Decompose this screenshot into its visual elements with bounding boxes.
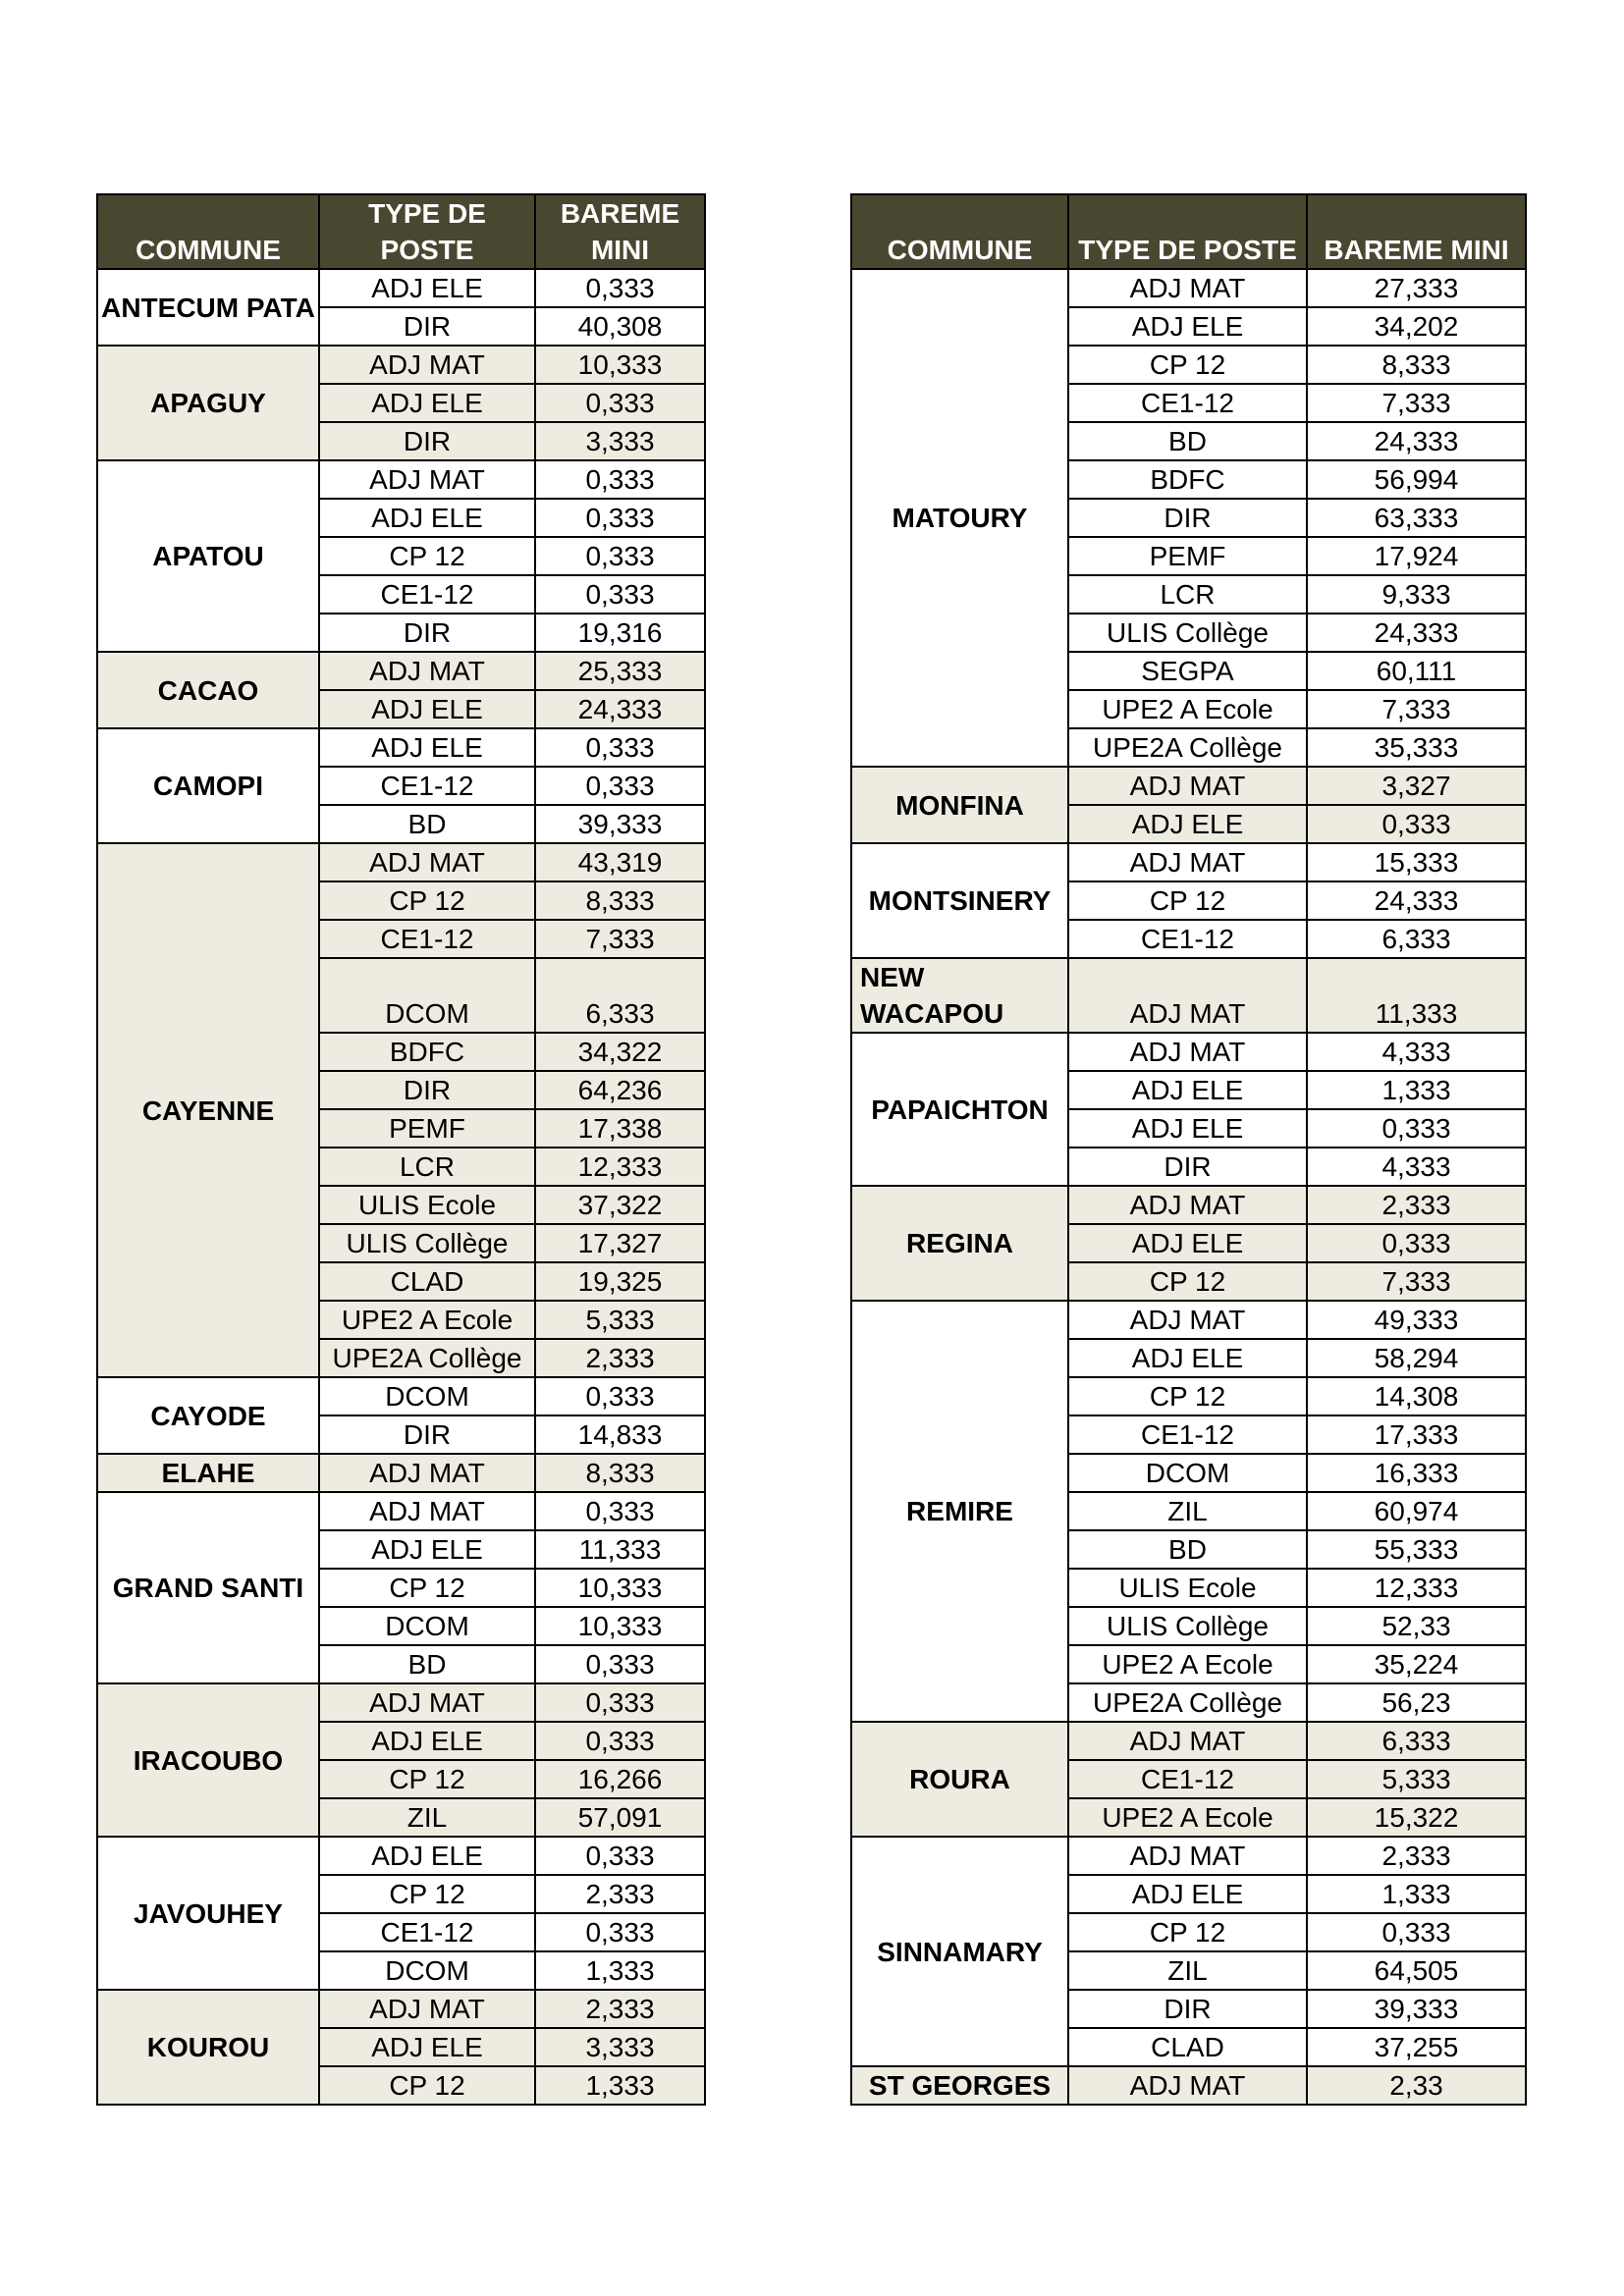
type-de-poste-cell: CP 12 <box>319 1569 535 1607</box>
bareme-mini-cell: 0,333 <box>1307 1913 1526 1951</box>
table-row <box>97 1377 705 1415</box>
bareme-mini-cell: 15,322 <box>1307 1798 1526 1837</box>
bareme-mini-cell: 19,325 <box>535 1262 705 1301</box>
type-de-poste-cell: CLAD <box>1068 2028 1307 2066</box>
bareme-mini-cell: 1,333 <box>1307 1875 1526 1913</box>
header-commune: COMMUNE <box>851 194 1068 269</box>
bareme-mini-cell: 5,333 <box>1307 1760 1526 1798</box>
bareme-mini-cell: 60,111 <box>1307 652 1526 690</box>
type-de-poste-cell: CP 12 <box>1068 1913 1307 1951</box>
bareme-mini-cell: 39,333 <box>535 805 705 843</box>
commune-cell: CAMOPI <box>97 728 319 843</box>
type-de-poste-cell: ADJ MAT <box>1068 1301 1307 1339</box>
commune-cell: APAGUY <box>97 346 319 460</box>
type-de-poste-cell: CP 12 <box>1068 881 1307 920</box>
type-de-poste-cell: ADJ ELE <box>1068 307 1307 346</box>
table-right <box>850 193 1527 2106</box>
table-row <box>97 1990 705 2028</box>
type-de-poste-cell: ADJ ELE <box>319 384 535 422</box>
table-row <box>851 1722 1526 1760</box>
bareme-mini-cell: 7,333 <box>1307 690 1526 728</box>
bareme-mini-cell: 16,266 <box>535 1760 705 1798</box>
type-de-poste-cell: ZIL <box>1068 1492 1307 1530</box>
type-de-poste-cell: UPE2A Collège <box>319 1339 535 1377</box>
type-de-poste-cell: CP 12 <box>319 2066 535 2105</box>
type-de-poste-cell: ULIS Ecole <box>1068 1569 1307 1607</box>
bareme-mini-cell: 0,333 <box>535 1837 705 1875</box>
type-de-poste-cell: CP 12 <box>1068 1262 1307 1301</box>
type-de-poste-cell: ZIL <box>1068 1951 1307 1990</box>
table-left-body <box>97 269 705 2105</box>
commune-cell: NEW WACAPOU <box>851 958 1068 1033</box>
bareme-mini-cell: 7,333 <box>1307 384 1526 422</box>
bareme-mini-cell: 17,924 <box>1307 537 1526 575</box>
bareme-mini-cell: 3,333 <box>535 422 705 460</box>
type-de-poste-cell: LCR <box>319 1148 535 1186</box>
bareme-mini-cell: 12,333 <box>1307 1569 1526 1607</box>
type-de-poste-cell: ADJ MAT <box>1068 958 1307 1033</box>
type-de-poste-cell: DIR <box>1068 499 1307 537</box>
table-row <box>97 460 705 499</box>
type-de-poste-cell: ADJ MAT <box>319 652 535 690</box>
bareme-mini-cell: 37,255 <box>1307 2028 1526 2066</box>
bareme-mini-cell: 0,333 <box>1307 1224 1526 1262</box>
bareme-mini-cell: 56,994 <box>1307 460 1526 499</box>
bareme-mini-cell: 40,308 <box>535 307 705 346</box>
type-de-poste-cell: ADJ ELE <box>1068 1875 1307 1913</box>
type-de-poste-cell: UPE2A Collège <box>1068 1683 1307 1722</box>
type-de-poste-cell: ADJ ELE <box>319 1530 535 1569</box>
bareme-mini-cell: 39,333 <box>1307 1990 1526 2028</box>
type-de-poste-cell: ADJ MAT <box>319 1492 535 1530</box>
type-de-poste-cell: ADJ MAT <box>319 346 535 384</box>
type-de-poste-cell: UPE2 A Ecole <box>1068 1798 1307 1837</box>
commune-cell: MONTSINERY <box>851 843 1068 958</box>
table-row <box>851 843 1526 881</box>
type-de-poste-cell: ADJ ELE <box>1068 805 1307 843</box>
type-de-poste-cell: CE1-12 <box>319 1913 535 1951</box>
bareme-mini-cell: 14,833 <box>535 1415 705 1454</box>
bareme-mini-cell: 8,333 <box>535 881 705 920</box>
type-de-poste-cell: SEGPA <box>1068 652 1307 690</box>
type-de-poste-cell: ADJ ELE <box>1068 1224 1307 1262</box>
type-de-poste-cell: BD <box>1068 1530 1307 1569</box>
bareme-mini-cell: 2,333 <box>1307 1186 1526 1224</box>
header-row <box>97 194 705 269</box>
bareme-mini-cell: 56,23 <box>1307 1683 1526 1722</box>
type-de-poste-cell: CP 12 <box>319 537 535 575</box>
type-de-poste-cell: ADJ MAT <box>1068 1186 1307 1224</box>
type-de-poste-cell: ADJ ELE <box>319 269 535 307</box>
type-de-poste-cell: CE1-12 <box>319 575 535 614</box>
commune-cell: ANTECUM PATA <box>97 269 319 346</box>
table-row <box>851 1033 1526 1071</box>
commune-cell: MONFINA <box>851 767 1068 843</box>
table-row <box>97 1683 705 1722</box>
type-de-poste-cell: DIR <box>1068 1148 1307 1186</box>
bareme-mini-cell: 19,316 <box>535 614 705 652</box>
type-de-poste-cell: CP 12 <box>1068 346 1307 384</box>
bareme-mini-cell: 24,333 <box>1307 881 1526 920</box>
bareme-mini-cell: 0,333 <box>535 384 705 422</box>
bareme-mini-cell: 0,333 <box>535 460 705 499</box>
bareme-mini-cell: 24,333 <box>535 690 705 728</box>
bareme-mini-cell: 17,338 <box>535 1109 705 1148</box>
bareme-mini-cell: 3,327 <box>1307 767 1526 805</box>
bareme-mini-cell: 0,333 <box>1307 805 1526 843</box>
bareme-mini-cell: 34,322 <box>535 1033 705 1071</box>
bareme-mini-cell: 34,202 <box>1307 307 1526 346</box>
type-de-poste-cell: CP 12 <box>1068 1377 1307 1415</box>
commune-cell: ELAHE <box>97 1454 319 1492</box>
table-left <box>96 193 706 2106</box>
type-de-poste-cell: DIR <box>319 1071 535 1109</box>
type-de-poste-cell: ADJ ELE <box>319 2028 535 2066</box>
type-de-poste-cell: UPE2 A Ecole <box>319 1301 535 1339</box>
table-row <box>97 1837 705 1875</box>
bareme-mini-cell: 6,333 <box>1307 920 1526 958</box>
commune-cell: KOUROU <box>97 1990 319 2105</box>
type-de-poste-cell: ZIL <box>319 1798 535 1837</box>
table-row <box>851 269 1526 307</box>
bareme-mini-cell: 27,333 <box>1307 269 1526 307</box>
type-de-poste-cell: DIR <box>319 614 535 652</box>
type-de-poste-cell: DIR <box>319 307 535 346</box>
type-de-poste-cell: DCOM <box>1068 1454 1307 1492</box>
bareme-mini-cell: 37,322 <box>535 1186 705 1224</box>
bareme-mini-cell: 5,333 <box>535 1301 705 1339</box>
bareme-mini-cell: 10,333 <box>535 1607 705 1645</box>
commune-cell: GRAND SANTI <box>97 1492 319 1683</box>
type-de-poste-cell: DIR <box>319 1415 535 1454</box>
type-de-poste-cell: BD <box>319 1645 535 1683</box>
table-row <box>851 2066 1526 2105</box>
bareme-mini-cell: 7,333 <box>1307 1262 1526 1301</box>
bareme-mini-cell: 0,333 <box>535 537 705 575</box>
type-de-poste-cell: LCR <box>1068 575 1307 614</box>
type-de-poste-cell: ULIS Collège <box>1068 1607 1307 1645</box>
table-row <box>851 1186 1526 1224</box>
bareme-mini-cell: 0,333 <box>535 1722 705 1760</box>
bareme-mini-cell: 4,333 <box>1307 1148 1526 1186</box>
bareme-mini-cell: 0,333 <box>535 499 705 537</box>
bareme-mini-cell: 12,333 <box>535 1148 705 1186</box>
bareme-mini-cell: 0,333 <box>535 728 705 767</box>
type-de-poste-cell: ADJ MAT <box>1068 1837 1307 1875</box>
table-row <box>97 1492 705 1530</box>
type-de-poste-cell: PEMF <box>319 1109 535 1148</box>
commune-cell: ROURA <box>851 1722 1068 1837</box>
bareme-mini-cell: 0,333 <box>535 1492 705 1530</box>
bareme-mini-cell: 2,33 <box>1307 2066 1526 2105</box>
type-de-poste-cell: ADJ ELE <box>1068 1109 1307 1148</box>
type-de-poste-cell: CE1-12 <box>319 920 535 958</box>
commune-cell: PAPAICHTON <box>851 1033 1068 1186</box>
bareme-mini-cell: 63,333 <box>1307 499 1526 537</box>
type-de-poste-cell: ADJ MAT <box>1068 1722 1307 1760</box>
commune-cell: MATOURY <box>851 269 1068 767</box>
type-de-poste-cell: ADJ MAT <box>319 1683 535 1722</box>
bareme-mini-cell: 0,333 <box>535 575 705 614</box>
type-de-poste-cell: ADJ ELE <box>319 1837 535 1875</box>
table-row <box>97 728 705 767</box>
type-de-poste-cell: ULIS Collège <box>319 1224 535 1262</box>
type-de-poste-cell: ADJ ELE <box>319 728 535 767</box>
type-de-poste-cell: UPE2 A Ecole <box>1068 1645 1307 1683</box>
bareme-mini-cell: 58,294 <box>1307 1339 1526 1377</box>
type-de-poste-cell: ADJ MAT <box>1068 843 1307 881</box>
bareme-mini-cell: 43,319 <box>535 843 705 881</box>
type-de-poste-cell: ADJ ELE <box>319 690 535 728</box>
bareme-mini-cell: 11,333 <box>1307 958 1526 1033</box>
type-de-poste-cell: ADJ MAT <box>1068 269 1307 307</box>
type-de-poste-cell: DIR <box>319 422 535 460</box>
bareme-mini-cell: 64,505 <box>1307 1951 1526 1990</box>
bareme-mini-cell: 17,327 <box>535 1224 705 1262</box>
bareme-mini-cell: 4,333 <box>1307 1033 1526 1071</box>
type-de-poste-cell: ULIS Collège <box>1068 614 1307 652</box>
table-row <box>97 843 705 881</box>
type-de-poste-cell: ULIS Ecole <box>319 1186 535 1224</box>
type-de-poste-cell: ADJ MAT <box>319 1454 535 1492</box>
type-de-poste-cell: ADJ MAT <box>1068 767 1307 805</box>
type-de-poste-cell: BDFC <box>319 1033 535 1071</box>
bareme-mini-cell: 24,333 <box>1307 422 1526 460</box>
bareme-mini-cell: 1,333 <box>535 1951 705 1990</box>
type-de-poste-cell: CE1-12 <box>1068 920 1307 958</box>
type-de-poste-cell: ADJ MAT <box>319 843 535 881</box>
type-de-poste-cell: UPE2A Collège <box>1068 728 1307 767</box>
bareme-mini-cell: 2,333 <box>535 1990 705 2028</box>
bareme-mini-cell: 49,333 <box>1307 1301 1526 1339</box>
bareme-mini-cell: 3,333 <box>535 2028 705 2066</box>
type-de-poste-cell: ADJ MAT <box>1068 2066 1307 2105</box>
commune-cell: APATOU <box>97 460 319 652</box>
table-right-body <box>851 269 1526 2105</box>
bareme-mini-cell: 52,33 <box>1307 1607 1526 1645</box>
commune-cell: CACAO <box>97 652 319 728</box>
table-row <box>851 1301 1526 1339</box>
bareme-mini-cell: 35,224 <box>1307 1645 1526 1683</box>
bareme-mini-cell: 14,308 <box>1307 1377 1526 1415</box>
table-row <box>97 346 705 384</box>
type-de-poste-cell: BDFC <box>1068 460 1307 499</box>
type-de-poste-cell: ADJ ELE <box>319 1722 535 1760</box>
bareme-mini-cell: 2,333 <box>1307 1837 1526 1875</box>
bareme-mini-cell: 8,333 <box>535 1454 705 1492</box>
type-de-poste-cell: DCOM <box>319 1951 535 1990</box>
type-de-poste-cell: CP 12 <box>319 881 535 920</box>
type-de-poste-cell: ADJ MAT <box>319 1990 535 2028</box>
bareme-mini-cell: 60,974 <box>1307 1492 1526 1530</box>
bareme-mini-cell: 1,333 <box>1307 1071 1526 1109</box>
bareme-mini-cell: 17,333 <box>1307 1415 1526 1454</box>
bareme-mini-cell: 0,333 <box>535 1913 705 1951</box>
commune-cell: SINNAMARY <box>851 1837 1068 2066</box>
type-de-poste-cell: UPE2 A Ecole <box>1068 690 1307 728</box>
type-de-poste-cell: DIR <box>1068 1990 1307 2028</box>
bareme-mini-cell: 35,333 <box>1307 728 1526 767</box>
bareme-mini-cell: 0,333 <box>535 767 705 805</box>
type-de-poste-cell: PEMF <box>1068 537 1307 575</box>
commune-cell: CAYENNE <box>97 843 319 1377</box>
bareme-mini-cell: 0,333 <box>535 1683 705 1722</box>
bareme-mini-cell: 0,333 <box>535 1377 705 1415</box>
type-de-poste-cell: CE1-12 <box>1068 1760 1307 1798</box>
bareme-mini-cell: 0,333 <box>535 269 705 307</box>
type-de-poste-cell: CP 12 <box>319 1875 535 1913</box>
type-de-poste-cell: CE1-12 <box>319 767 535 805</box>
bareme-mini-cell: 64,236 <box>535 1071 705 1109</box>
header-bareme-mini: BAREME MINI <box>535 194 705 269</box>
bareme-mini-cell: 0,333 <box>535 1645 705 1683</box>
type-de-poste-cell: ADJ ELE <box>319 499 535 537</box>
type-de-poste-cell: BD <box>319 805 535 843</box>
commune-cell: CAYODE <box>97 1377 319 1454</box>
type-de-poste-cell: BD <box>1068 422 1307 460</box>
bareme-mini-cell: 9,333 <box>1307 575 1526 614</box>
bareme-mini-cell: 10,333 <box>535 1569 705 1607</box>
type-de-poste-cell: CLAD <box>319 1262 535 1301</box>
table-row <box>851 767 1526 805</box>
type-de-poste-cell: DCOM <box>319 1377 535 1415</box>
bareme-mini-cell: 25,333 <box>535 652 705 690</box>
commune-cell: JAVOUHEY <box>97 1837 319 1990</box>
bareme-mini-cell: 24,333 <box>1307 614 1526 652</box>
bareme-mini-cell: 11,333 <box>535 1530 705 1569</box>
type-de-poste-cell: DCOM <box>319 1607 535 1645</box>
commune-cell: REMIRE <box>851 1301 1068 1722</box>
commune-cell: REGINA <box>851 1186 1068 1301</box>
table-row <box>851 1837 1526 1875</box>
type-de-poste-cell: ADJ ELE <box>1068 1071 1307 1109</box>
type-de-poste-cell: CE1-12 <box>1068 1415 1307 1454</box>
header-type-de-poste: TYPE DE POSTE <box>319 194 535 269</box>
table-row <box>97 269 705 307</box>
bareme-mini-cell: 15,333 <box>1307 843 1526 881</box>
type-de-poste-cell: CP 12 <box>319 1760 535 1798</box>
bareme-mini-cell: 0,333 <box>1307 1109 1526 1148</box>
type-de-poste-cell: ADJ MAT <box>1068 1033 1307 1071</box>
header-type-de-poste: TYPE DE POSTE <box>1068 194 1307 269</box>
bareme-mini-cell: 10,333 <box>535 346 705 384</box>
bareme-mini-cell: 16,333 <box>1307 1454 1526 1492</box>
bareme-mini-cell: 1,333 <box>535 2066 705 2105</box>
table-row <box>97 1454 705 1492</box>
commune-cell: IRACOUBO <box>97 1683 319 1837</box>
type-de-poste-cell: ADJ ELE <box>1068 1339 1307 1377</box>
bareme-mini-cell: 57,091 <box>535 1798 705 1837</box>
type-de-poste-cell: CE1-12 <box>1068 384 1307 422</box>
bareme-mini-cell: 7,333 <box>535 920 705 958</box>
type-de-poste-cell: DCOM <box>319 958 535 1033</box>
bareme-mini-cell: 8,333 <box>1307 346 1526 384</box>
bareme-mini-cell: 2,333 <box>535 1339 705 1377</box>
commune-cell: ST GEORGES <box>851 2066 1068 2105</box>
header-bareme-mini: BAREME MINI <box>1307 194 1526 269</box>
header-commune: COMMUNE <box>97 194 319 269</box>
bareme-mini-cell: 6,333 <box>1307 1722 1526 1760</box>
table-row <box>851 958 1526 1033</box>
header-row <box>851 194 1526 269</box>
type-de-poste-cell: ADJ MAT <box>319 460 535 499</box>
table-row <box>97 652 705 690</box>
bareme-mini-cell: 55,333 <box>1307 1530 1526 1569</box>
bareme-mini-cell: 6,333 <box>535 958 705 1033</box>
bareme-mini-cell: 2,333 <box>535 1875 705 1913</box>
